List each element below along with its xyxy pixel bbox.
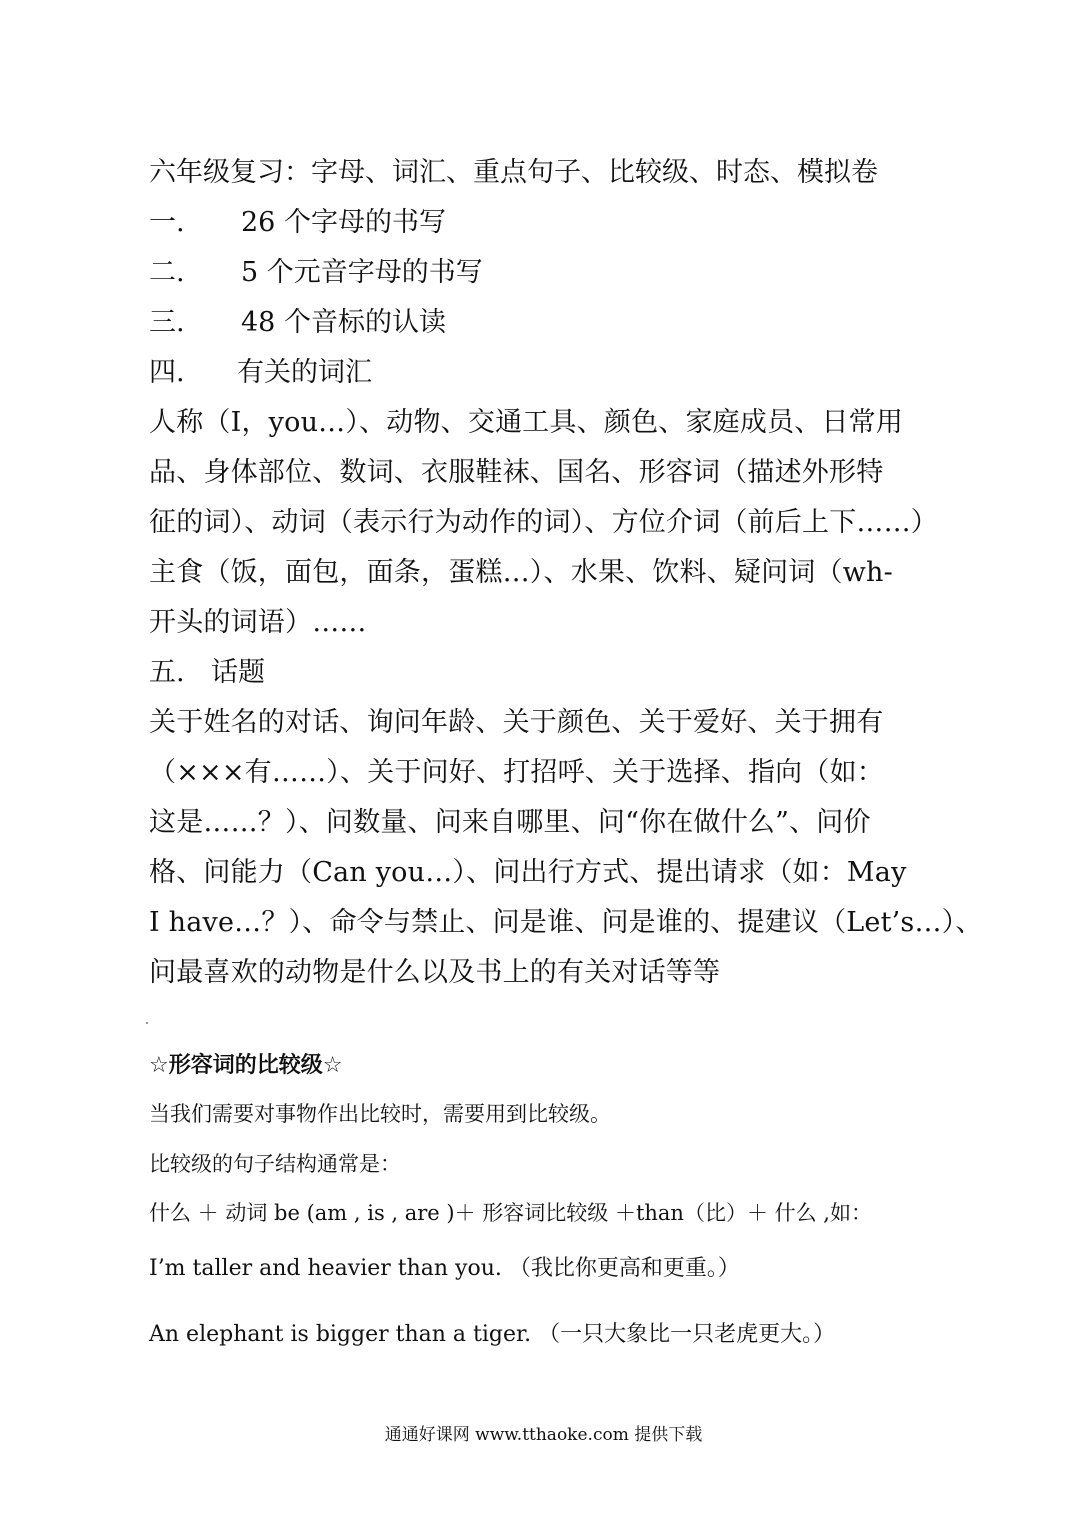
vocab-line: 人称（I，you…）、动物、交通工具、颜色、家庭成员、日常用 bbox=[149, 407, 904, 438]
item-number: 一. bbox=[149, 207, 185, 238]
item-vocabulary bbox=[149, 353, 949, 393]
vocab-line: 开头的词语）…… bbox=[149, 607, 367, 638]
topic-line: （×××有……）、关于问好、打招呼、关于选择、指向（如： bbox=[149, 757, 884, 788]
vocab-line: 品、身体部位、数词、衣服鞋袜、国名、形容词（描述外形特 bbox=[149, 457, 884, 488]
vocab-line: 征的词）、动词（表示行为动作的词）、方位介词（前后上下……） bbox=[149, 507, 938, 538]
example-sentence: I’m taller and heavier than you. （我比你更高和更重。） bbox=[149, 1256, 740, 1281]
page-footer: 通通好课网 www.tthaoke.com 提供下载 bbox=[384, 1425, 703, 1445]
stray-mark bbox=[146, 1022, 148, 1024]
item-phonetics bbox=[149, 303, 949, 343]
item-number: 五. bbox=[149, 657, 185, 688]
topic-line: 格、问能力（Can you…）、问出行方式、提出请求（如：May bbox=[149, 857, 907, 888]
item-text: 5 个元音字母的书写 bbox=[241, 257, 483, 288]
item-vowels bbox=[149, 253, 949, 293]
example-sentence: An elephant is bigger than a tiger. （一只大象比一只老虎更大。） bbox=[149, 1322, 836, 1347]
item-text: 有关的词汇 bbox=[237, 357, 372, 388]
topic-line: 问最喜欢的动物是什么以及书上的有关对话等等 bbox=[149, 957, 721, 988]
item-text: 48 个音标的认读 bbox=[241, 307, 446, 338]
item-text: 26 个字母的书写 bbox=[241, 207, 446, 238]
item-number: 四. bbox=[149, 357, 185, 388]
item-number: 二. bbox=[149, 257, 185, 288]
comparative-structure-label: 比较级的句子结构通常是： bbox=[149, 1152, 401, 1176]
section-title-comparative: ☆形容词的比较级☆ bbox=[149, 1053, 343, 1078]
topic-line: I have…？）、命令与禁止、问是谁、问是谁的、提建议（Let’s…）、 bbox=[149, 907, 983, 938]
item-topics bbox=[149, 653, 949, 693]
page-title: 六年级复习：字母、词汇、重点句子、比较级、时态、模拟卷 bbox=[149, 157, 878, 188]
item-text: 话题 bbox=[211, 657, 265, 688]
vocab-line: 主食（饭，面包，面条，蛋糕…）、水果、饮料、疑问词（wh- bbox=[149, 557, 893, 588]
comparative-intro: 当我们需要对事物作出比较时，需要用到比较级。 bbox=[149, 1102, 611, 1126]
comparative-formula: 什么 ＋ 动词 be (am , is , are )＋ 形容词比较级 ＋than（比）＋ 什么 ,如： bbox=[149, 1201, 872, 1225]
topic-line: 关于姓名的对话、询问年龄、关于颜色、关于爱好、关于拥有 bbox=[149, 707, 884, 738]
topic-line: 这是……？）、问数量、问来自哪里、问“你在做什么”、问价 bbox=[149, 807, 871, 838]
item-letters bbox=[149, 203, 949, 243]
item-number: 三. bbox=[149, 307, 185, 338]
